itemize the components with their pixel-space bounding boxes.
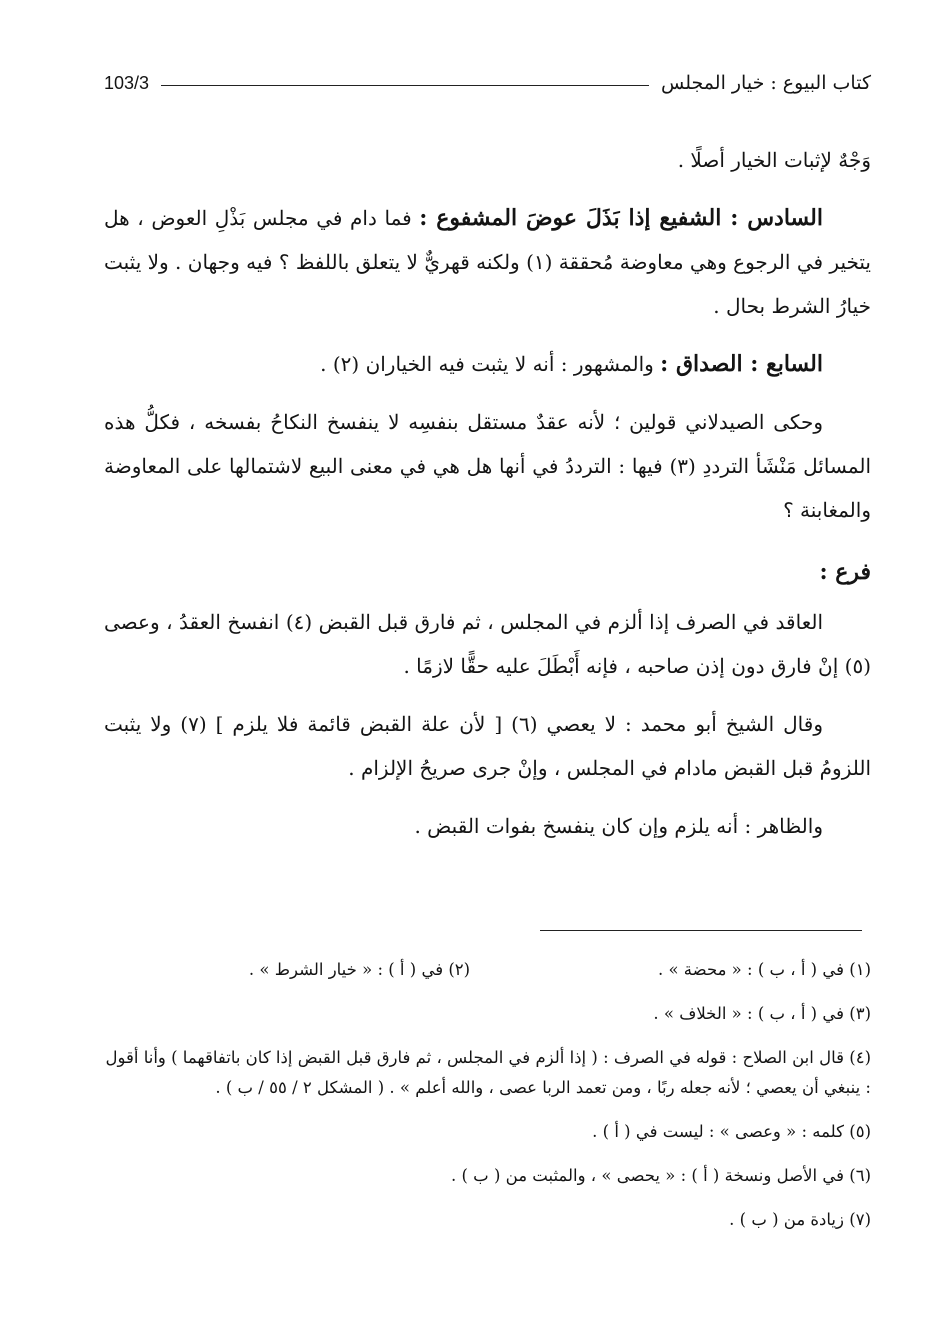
footnote-1: (١) في ( أ ، ب ) : « محضة » . — [657, 960, 871, 979]
footnotes — [100, 955, 871, 1249]
running-head-rule — [161, 85, 649, 86]
footnote-7: (٧) زيادة من ( ب ) . — [729, 1210, 871, 1229]
page-number: 103/3 — [104, 73, 150, 93]
paragraph-2 — [104, 196, 871, 328]
paragraph-3-lead: السابع : الصداق : — [660, 351, 823, 377]
running-head — [104, 62, 871, 94]
paragraph-3 — [104, 342, 871, 386]
footnote-3: (٣) في ( أ ، ب ) : « الخلاف » . — [653, 1004, 871, 1023]
paragraph-2-text: فما دام في مجلس بَذْلِ العوض ، هل يتخير في الرجوع وهي معاوضة مُحققة (١) ولكنه قهريٌّ لا يتعلق باللفظ ؟ فيه وجهان . ولا يثبت خيارُ الشرط بحال . — [104, 206, 871, 318]
footnote-5: (٥) كلمه : « وعصى » : ليست في ( أ ) . — [592, 1122, 871, 1141]
paragraph-1: وَجْهٌ لإثبات الخيار أصلًا . — [677, 148, 871, 172]
footnote-row — [100, 955, 871, 985]
paragraph-7: والظاهر : أنه يلزم وإن كان ينفسخ بفوات القبض . — [414, 814, 823, 838]
paragraph-3-text: والمشهور : أنه لا يثبت فيه الخياران (٢) . — [320, 352, 661, 376]
footnote-2: (٢) في ( أ ) : « خيار الشرط » . — [248, 960, 471, 979]
main-text — [104, 138, 871, 862]
paragraph-2-lead: السادس : الشفيع إذا بَذَلَ عوضَ المشفوع : — [419, 205, 823, 231]
footnote-4: (٤) قال ابن الصلاح : قوله في الصرف : ( إذا ألزم في المجلس ، ثم فارق قبل القبض إذا كان باتفاقهما ) وأنا أقول : ينبغي أن يعصي ؛ لأنه جعله ربًا ، ومن تعمد الربا عصى ، والله أعلم » . ( المشكل ٢ / ٥٥ / ب ) . — [105, 1048, 871, 1097]
footnote-6: (٦) في الأصل ونسخة ( أ ) : « يحصى » ، والمثبت من ( ب ) . — [451, 1166, 871, 1185]
paragraph-4: وحكى الصيدلاني قولين ؛ لأنه عقدٌ مستقل بنفسِه لا ينفسخ النكاحُ بفسخه ، فكلُّ هذه المسائل مَنْشَأ الترددِ (٣) فيها : الترددُ في أنها هل هي في معنى البيع لاشتمالها على المعاوضة والمغابنة ؟ — [104, 410, 872, 522]
running-head-title: كتاب البيوع : خيار المجلس — [661, 72, 871, 94]
paragraph-5: العاقد في الصرف إذا ألزم في المجلس ، ثم فارق قبل القبض (٤) انفسخ العقدُ ، وعصى (٥) إنْ فارق دون إذن صاحبه ، فإنه أَبْطَلَ عليه حقًّا لازمًا . — [104, 610, 871, 678]
paragraph-6: وقال الشيخ أبو محمد : لا يعصي (٦) [ لأن علة القبض قائمة فلا يلزم ] (٧) ولا يثبت اللزومُ قبل القبض مادام في المجلس ، وإنْ جرى صريحُ الإلزام . — [104, 712, 871, 780]
footnote-separator — [540, 930, 862, 931]
section-heading: فرع : — [819, 559, 871, 585]
